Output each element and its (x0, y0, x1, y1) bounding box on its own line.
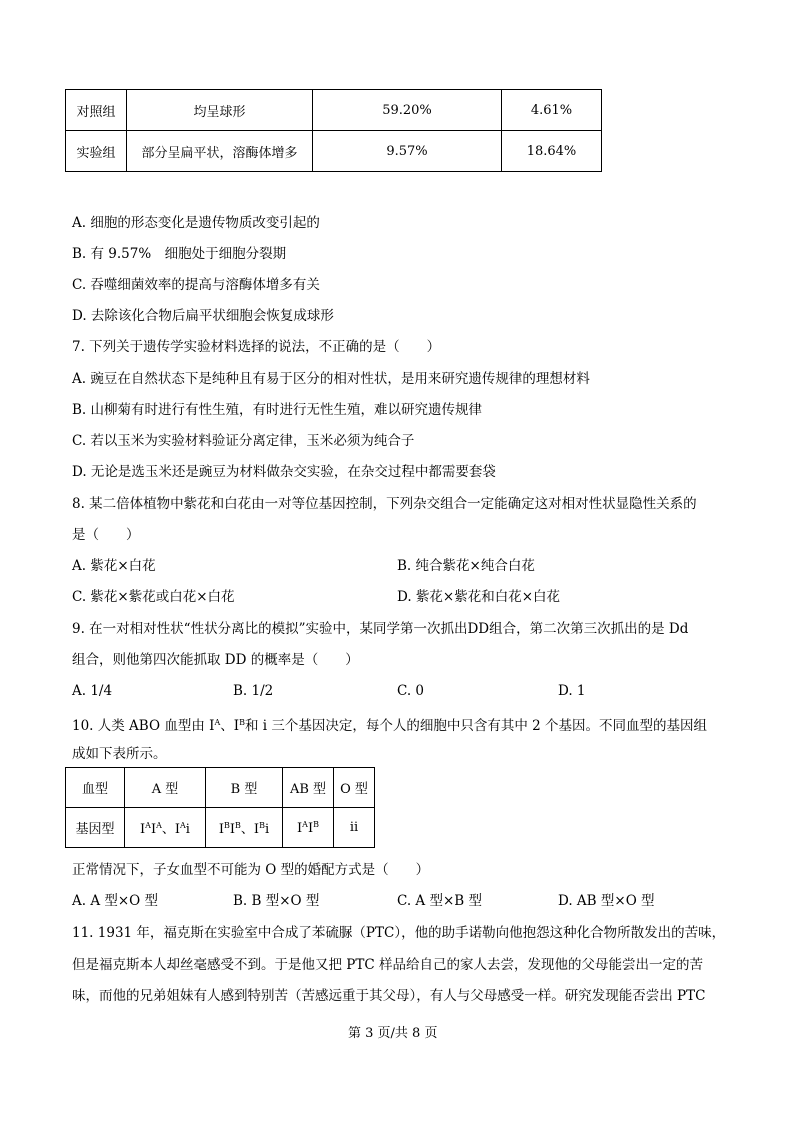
table-cell: 基因型 (66, 808, 125, 848)
gene-letter: I (218, 822, 224, 837)
question-stem: 8. 某二倍体植物中紫花和白花由一对等位基因控制，下列杂交组合一定能确定这对相对性状显隐性关系的 (72, 496, 697, 512)
option-text: B. B 型×O 型 (233, 893, 320, 909)
genotype-a-cell (125, 808, 206, 848)
option-text: B. 纯合紫花×纯合白花 (397, 558, 535, 574)
question-stem-cont: 味，而他的兄弟姐妹有人感到特别苦（苦感远重于其父母），有人与父母感受一样。研究发现能否尝出 PTC (72, 988, 706, 1004)
gene-letter: 、I (240, 822, 260, 837)
table-row (66, 768, 375, 808)
gene-letter: I (150, 822, 157, 837)
gene-letter: i (185, 822, 190, 837)
option-text: D. 去除该化合物后扁平状细胞会恢复成球形 (72, 308, 334, 324)
option-text: D. AB 型×O 型 (558, 893, 655, 909)
superscript: B (313, 819, 319, 829)
stem-text: 和 i 三个基因决定，每个人的细胞中只含有其中 2 个基因。不同血型的基因组 (244, 718, 708, 734)
question-stem: 9. 在一对相对性状“性状分离比的模拟”实验中，某同学第一次抓出DD组合，第二次第三次抓出的是 Dd (72, 621, 689, 637)
superscript: A (180, 821, 186, 830)
question-stem-cont: 成如下表所示。 (72, 746, 167, 762)
gene-letter: I (307, 820, 314, 836)
gene-letter: I (297, 820, 303, 836)
option-text: C. 紫花×紫花或白花×白花 (72, 589, 235, 605)
table-cell: 4.61% (502, 90, 602, 131)
table-cell: 实验组 (66, 131, 127, 172)
option-text: C. 0 (397, 683, 425, 699)
question-stem: 7. 下列关于遗传学实验材料选择的说法，不正确的是（ ） (72, 339, 441, 355)
gene-letter: 、I (161, 822, 181, 837)
option-text: C. 若以玉米为实验材料验证分离定律，玉米必须为纯合子 (72, 433, 415, 449)
question-stem-cont: 是（ ） (72, 527, 140, 543)
option-text: D. 紫花×紫花和白花×白花 (397, 589, 561, 605)
option-text: D. 1 (558, 683, 586, 699)
table-cell: ii (334, 808, 375, 848)
table-cell: 部分呈扁平状，溶酶体增多 (127, 131, 313, 172)
superscript: A (156, 821, 162, 830)
table-row (66, 131, 602, 172)
question-stem-cont: 但是福克斯本人却丝毫感受不到。于是他又把 PTC 样品给自己的家人去尝，发现他的父母能尝出一定的苦 (72, 957, 703, 973)
page-number: 第 3 页/共 8 页 (348, 1026, 438, 1041)
stem-text: 、I (220, 718, 240, 734)
option-text: B. 山柳菊有时进行有性生殖，有时进行无性生殖，难以研究遗传规律 (72, 402, 483, 418)
table-cell: 9.57% (313, 131, 502, 172)
stem-text: 10. 人类 ABO 血型由 I (72, 718, 215, 734)
table-cell: 对照组 (66, 90, 127, 131)
table-header-cell: AB 型 (283, 768, 334, 808)
table-header-cell: 血型 (66, 768, 125, 808)
option-text: A. A 型×O 型 (72, 893, 159, 909)
table-header-cell: B 型 (206, 768, 283, 808)
table-cell: 59.20% (313, 90, 502, 131)
genotype-b-cell (206, 808, 283, 848)
option-text: C. A 型×B 型 (397, 893, 482, 909)
genotype-ab-cell (283, 808, 334, 848)
table-row (66, 808, 375, 848)
superscript: A (214, 718, 221, 727)
table-cell: 18.64% (502, 131, 602, 172)
blood-type-table (65, 767, 375, 848)
question-text: 正常情况下，子女血型不可能为 O 型的婚配方式是（ ） (72, 862, 430, 878)
question-stem-cont: 组合，则他第四次能抓取 DD 的概率是（ ） (72, 652, 359, 668)
option-text: D. 无论是选玉米还是豌豆为材料做杂交实验，在杂交过程中都需要套袋 (72, 464, 496, 480)
option-text: B. 1/2 (233, 683, 274, 699)
superscript: B (239, 718, 245, 727)
option-text: A. 细胞的形态变化是遗传物质改变引起的 (72, 215, 320, 231)
result-table (65, 89, 602, 172)
superscript: A (145, 821, 151, 830)
gene-letter: I (229, 822, 236, 837)
option-text: A. 紫花×白花 (72, 558, 156, 574)
question-stem: 11. 1931 年，福克斯在实验室中合成了苯硫脲（PTC），他的助手诺勒向他抱怨这种化合物所散发出的苦味， (72, 925, 726, 941)
table-row (66, 90, 602, 131)
option-text: B. 有 9.57% 细胞处于细胞分裂期 (72, 246, 287, 262)
table-cell: 均呈球形 (127, 90, 313, 131)
question-stem (72, 714, 707, 735)
superscript: B (259, 821, 265, 830)
superscript: B (235, 821, 241, 830)
option-text: A. 豌豆在自然状态下是纯种且有易于区分的相对性状，是用来研究遗传规律的理想材料 (72, 371, 590, 387)
table-header-cell: O 型 (334, 768, 375, 808)
option-text: A. 1/4 (72, 683, 113, 699)
superscript: A (302, 819, 308, 829)
gene-letter: i (264, 822, 270, 837)
gene-letter: I (140, 822, 146, 837)
table-header-cell: A 型 (125, 768, 206, 808)
superscript: B (224, 821, 230, 830)
option-text: C. 吞噬细菌效率的提高与溶酶体增多有关 (72, 277, 320, 293)
